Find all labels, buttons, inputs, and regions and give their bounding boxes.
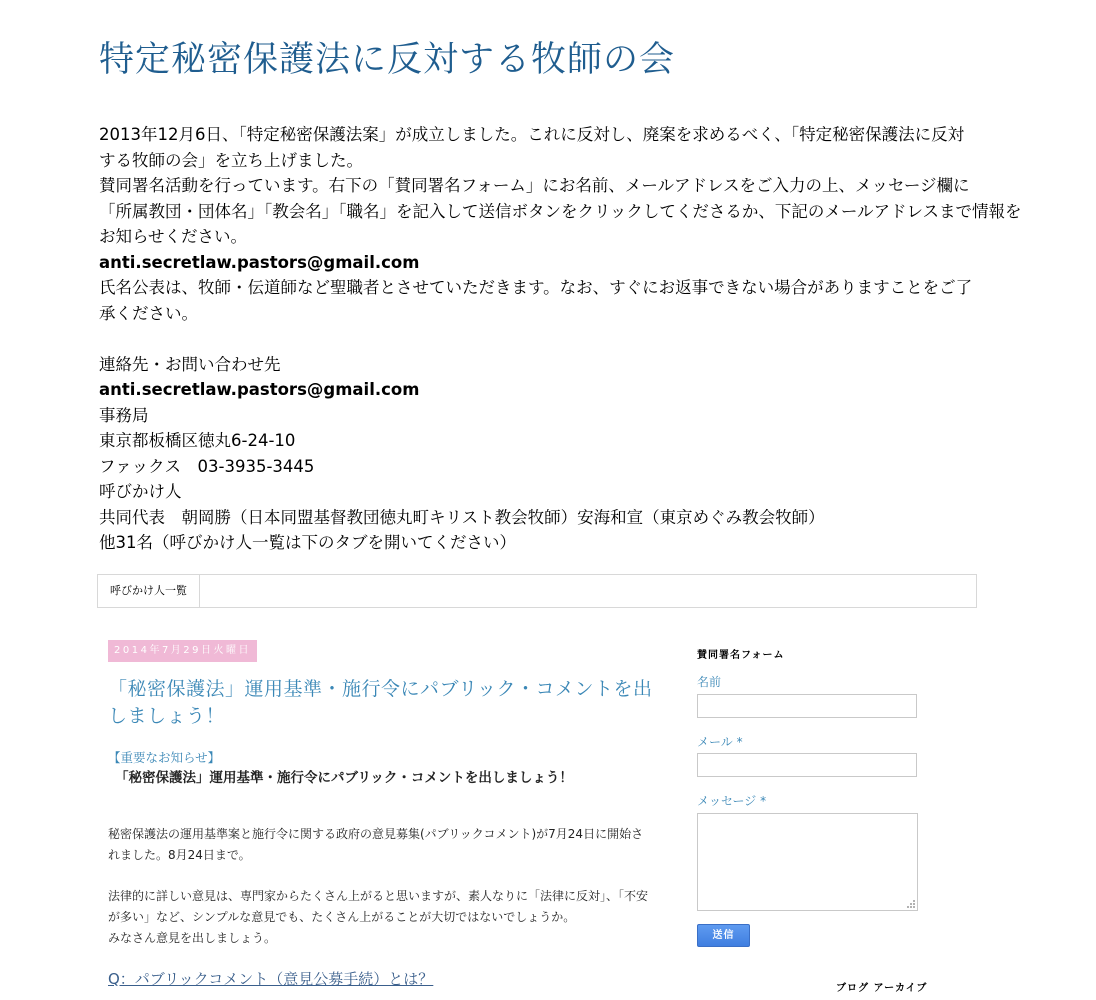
send-button[interactable]: 送信 bbox=[697, 924, 750, 947]
public-comment-link[interactable]: Q：パブリックコメント（意見公募手続）とは？ bbox=[108, 970, 434, 988]
email-field-label: メール * bbox=[697, 735, 743, 749]
caller-label: 呼びかけ人 bbox=[99, 482, 182, 501]
description-line: する牧師の会」を立ち上げました。 bbox=[99, 150, 363, 170]
blog-description bbox=[99, 122, 1022, 556]
tab-caller-list[interactable]: 呼びかけ人一覧 bbox=[98, 575, 200, 607]
post-paragraph-line: みなさん意見を出しましょう。 bbox=[108, 931, 277, 945]
description-line: 「所属教団・団体名」「教会名」「職名」を記入して送信ボタンをクリックしてくださるか、下記のメールアドレスまで情報を bbox=[99, 201, 1022, 221]
fax-number: ファックス 03-3935-3445 bbox=[99, 456, 315, 476]
paragraph-gap bbox=[99, 326, 979, 352]
message-textarea[interactable] bbox=[697, 813, 918, 911]
important-notice-label: 【重要なお知らせ】 bbox=[108, 750, 221, 765]
message-field-label: メッセージ * bbox=[697, 794, 767, 808]
post-paragraph-line: 法律的に詳しい意見は、専門家からたくさん上がると思いますが、素人なりに「法律に反対」、「不安 bbox=[108, 889, 649, 903]
email-input[interactable] bbox=[697, 753, 917, 777]
blog-archive-title: ブログ アーカイブ bbox=[836, 983, 928, 994]
resize-handle-icon[interactable] bbox=[905, 898, 916, 909]
post-paragraph bbox=[108, 886, 648, 949]
post-paragraph-line: 秘密保護法の運用基準案と施行令に関する政府の意見募集(パブリックコメント)が7月24日に開始さ bbox=[108, 827, 644, 841]
post-headline: 「秘密保護法」運用基準・施行令にパブリック・コメントを出しましょう！ bbox=[115, 770, 573, 786]
post-paragraph bbox=[108, 824, 643, 866]
description-line: 賛同署名活動を行っています。右下の「賛同署名フォーム」にお名前、メールアドレスをご入力の上、メッセージ欄に bbox=[99, 176, 970, 195]
post-title[interactable]: 「秘密保護法」運用基準・施行令にパブリック・コメントを出しましょう！ bbox=[108, 678, 653, 727]
blog-title[interactable]: 特定秘密保護法に反対する牧師の会 bbox=[99, 40, 676, 80]
other-callers: 他31名（呼びかけ人一覧は下のタブを開いてください） bbox=[99, 533, 516, 552]
post-paragraph-line: れました。8月24日まで。 bbox=[108, 848, 251, 862]
office-address: 東京都板橋区徳丸6-24-10 bbox=[99, 431, 296, 450]
post-paragraph-line: が多い」など、シンプルな意見でも、たくさん上がることが大切ではないでしょうか。 bbox=[108, 910, 576, 924]
description-line: 承ください。 bbox=[99, 303, 198, 323]
name-field-label: 名前 bbox=[697, 675, 722, 689]
office-label: 事務局 bbox=[99, 405, 149, 425]
contact-heading: 連絡先・お問い合わせ先 bbox=[99, 354, 281, 374]
description-line: 氏名公表は、牧師・伝道師など聖職者とさせていただきます。なお、すぐにお返事できない場合がありますことをご了 bbox=[99, 278, 973, 297]
post-date-header: 2014年7月29日火曜日 bbox=[108, 640, 257, 662]
contact-email-text: anti.secretlaw.pastors@gmail.com bbox=[99, 252, 420, 272]
description-line: 2013年12月6日、「特定秘密保護法案」が成立しました。これに反対し、廃案を求めるべく、「特定秘密保護法に反対 bbox=[99, 125, 965, 144]
contact-email-text: anti.secretlaw.pastors@gmail.com bbox=[99, 380, 420, 399]
description-line: お知らせください。 bbox=[99, 227, 248, 246]
signature-form-title: 賛同署名フォーム bbox=[697, 650, 785, 661]
page-tabs bbox=[97, 574, 977, 608]
name-input[interactable] bbox=[697, 694, 917, 718]
representatives: 共同代表 朝岡勝（日本同盟基督教団徳丸町キリスト教会牧師）安海和宣（東京めぐみ教会牧師） bbox=[99, 507, 825, 527]
